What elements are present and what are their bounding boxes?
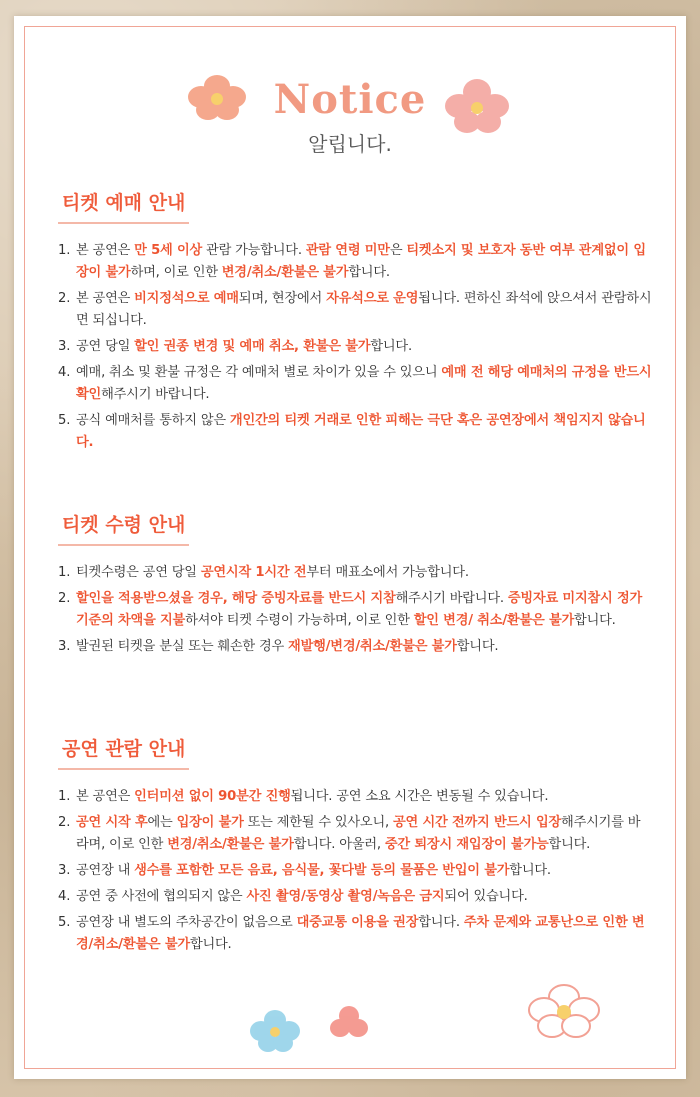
section-ticket-pickup xyxy=(58,510,652,662)
list-item xyxy=(58,636,652,658)
highlight-text: 변경/취소/환불은 불가 xyxy=(221,265,349,280)
highlight-text: 예매 전 해당 예매처의 규정을 반드시 확인 xyxy=(76,365,652,402)
body-text: 합니다. xyxy=(370,339,412,354)
body-text: 공연 당일 xyxy=(76,339,135,354)
body-text: 합니다. 아울러, xyxy=(293,837,385,852)
body-text: 본 공연은 xyxy=(76,789,135,804)
list-item-number: 4. xyxy=(58,365,71,380)
page-subtitle: 알립니다. xyxy=(308,132,392,156)
list-item xyxy=(58,336,652,358)
list-item-number: 3. xyxy=(58,339,71,354)
body-text: 해주시기 바랍니다. xyxy=(101,387,210,402)
list-item-number: 3. xyxy=(58,639,71,654)
highlight-text: 티켓소지 및 보호자 동반 여부 관계없이 입장이 불가 xyxy=(76,243,646,280)
body-text: 본 공연은 xyxy=(76,291,135,306)
list-item xyxy=(58,886,652,908)
list-item-number: 5. xyxy=(58,915,71,930)
body-text: 발권된 티켓을 분실 또는 훼손한 경우 xyxy=(76,639,289,654)
list-item-number: 1. xyxy=(58,565,71,580)
body-text: 합니다. xyxy=(456,639,499,654)
highlight-text: 개인간의 티켓 거래로 인한 피해는 극단 혹은 공연장에서 책임지지 않습니다. xyxy=(76,413,646,450)
highlight-text: 할인을 적용받으셨을 경우, 해당 증빙자료를 반드시 지참 xyxy=(76,591,396,606)
body-text: 공연장 내 xyxy=(76,863,135,878)
highlight-text: 인터미션 없이 90분간 진행 xyxy=(134,789,291,804)
notice-header xyxy=(14,76,686,157)
highlight-text: 비지정석으로 예매 xyxy=(134,291,239,306)
body-text: 관람 가능합니다. xyxy=(202,243,306,258)
body-text: 본 공연은 xyxy=(76,243,135,258)
body-text: 합니다. xyxy=(548,837,591,852)
body-text: 공연 중 사전에 협의되지 않은 xyxy=(76,889,247,904)
notice-list xyxy=(58,562,652,658)
body-text: 해주시기를 바라며, 이로 인한 xyxy=(76,815,641,852)
highlight-text: 관람 연령 미만 xyxy=(305,243,390,258)
list-item xyxy=(58,288,652,332)
body-text: 합니다. xyxy=(509,863,551,878)
section-ticket-booking xyxy=(58,188,652,458)
list-item xyxy=(58,362,652,406)
body-text: 되어 있습니다. xyxy=(444,889,528,904)
list-item-number: 1. xyxy=(58,243,71,258)
highlight-text: 중간 퇴장시 재입장이 불가능 xyxy=(384,837,549,852)
body-text: 합니다. xyxy=(189,937,232,952)
list-item xyxy=(58,812,652,856)
body-text: 됩니다. 공연 소요 시간은 변동될 수 있습니다. xyxy=(290,789,549,804)
section-title: 티켓 수령 안내 xyxy=(58,510,189,546)
page-title: Notice xyxy=(273,76,427,123)
list-item xyxy=(58,588,652,632)
body-text: 티켓수령은 공연 당일 xyxy=(76,565,201,580)
highlight-text: 주차 문제와 교통난으로 인한 변경/취소/환불은 불가 xyxy=(76,915,645,952)
list-item xyxy=(58,410,652,454)
highlight-text: 할인 권종 변경 및 예매 취소, 환불은 불가 xyxy=(134,339,371,354)
notice-list xyxy=(58,786,652,956)
body-text: 합니다. xyxy=(418,915,464,930)
flower-icon xyxy=(526,982,602,1040)
body-text: 은 xyxy=(389,243,407,258)
body-text: 공연장 내 별도의 주차공간이 없음으로 xyxy=(76,915,297,930)
highlight-text: 자유석으로 운영 xyxy=(326,291,419,306)
list-item xyxy=(58,912,652,956)
list-item-number: 5. xyxy=(58,413,71,428)
body-text: 합니다. xyxy=(574,613,616,628)
body-text: 예매, 취소 및 환불 규정은 각 예매처 별로 차이가 있을 수 있으니 xyxy=(76,365,442,380)
body-text: 부터 매표소에서 가능합니다. xyxy=(306,565,469,580)
body-text: 하며, 이로 인한 xyxy=(130,265,222,280)
body-text: 공식 예매처를 통하지 않은 xyxy=(76,413,230,428)
body-text: 해주시기 바랍니다. xyxy=(395,591,508,606)
flower-icon xyxy=(248,1008,302,1054)
list-item-number: 1. xyxy=(58,789,71,804)
body-text: 됩니다. 편하신 좌석에 앉으셔서 관람하시면 되십니다. xyxy=(76,291,652,328)
list-item xyxy=(58,240,652,284)
body-text: 하셔야 티켓 수령이 가능하며, 이로 인한 xyxy=(185,613,414,628)
highlight-text: 사진 촬영/동영상 촬영/녹음은 금지 xyxy=(246,889,445,904)
highlight-text: 재발행/변경/취소/환불은 불가 xyxy=(288,639,457,654)
list-item xyxy=(58,860,652,882)
highlight-text: 할인 변경/ 취소/환불은 불가 xyxy=(413,613,575,628)
body-text: 에는 xyxy=(147,815,177,830)
highlight-text: 증빙자료 미지참시 정가 기준의 차액을 지불 xyxy=(76,591,643,628)
section-performance-viewing xyxy=(58,734,652,960)
flower-icon xyxy=(328,1004,370,1044)
notice-card xyxy=(14,16,686,1079)
list-item-number: 2. xyxy=(58,591,71,606)
list-item xyxy=(58,786,652,808)
highlight-text: 생수를 포함한 모든 음료, 음식물, 꽃다발 등의 물품은 반입이 불가 xyxy=(134,863,510,878)
highlight-text: 입장이 불가 xyxy=(176,815,244,830)
highlight-text: 공연 시작 후 xyxy=(76,815,148,830)
highlight-text: 공연시작 1시간 전 xyxy=(200,565,307,580)
body-text: 되며, 현장에서 xyxy=(238,291,327,306)
list-item-number: 2. xyxy=(58,815,71,830)
body-text: 합니다. xyxy=(348,265,390,280)
list-item-number: 4. xyxy=(58,889,71,904)
body-text: 또는 제한될 수 있사오니, xyxy=(243,815,393,830)
list-item-number: 2. xyxy=(58,291,71,306)
notice-list xyxy=(58,240,652,454)
section-title: 공연 관람 안내 xyxy=(58,734,189,770)
highlight-text: 대중교통 이용을 권장 xyxy=(296,915,419,930)
list-item-number: 3. xyxy=(58,863,71,878)
highlight-text: 공연 시간 전까지 반드시 입장 xyxy=(393,815,562,830)
section-title: 티켓 예매 안내 xyxy=(58,188,189,224)
highlight-text: 만 5세 이상 xyxy=(134,243,203,258)
list-item xyxy=(58,562,652,584)
highlight-text: 변경/취소/환불은 불가 xyxy=(167,837,294,852)
